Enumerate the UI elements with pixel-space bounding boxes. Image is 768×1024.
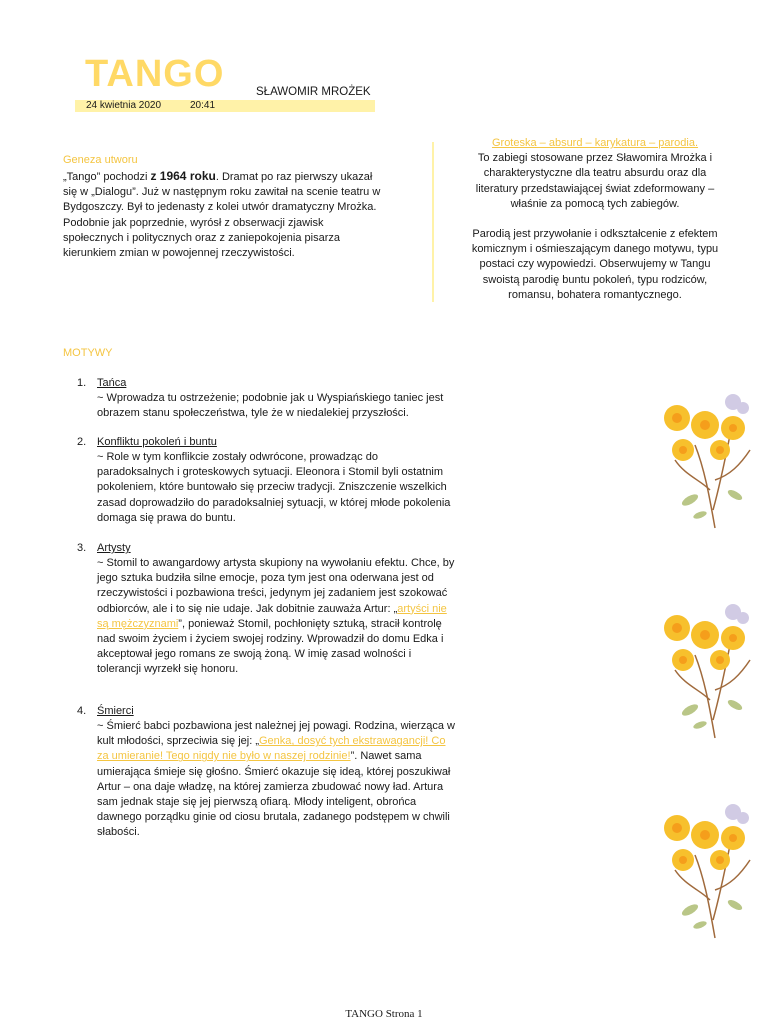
page-footer: TANGO Strona 1 bbox=[345, 1008, 423, 1020]
item-number: 4. bbox=[77, 705, 87, 717]
groteska-paragraph: To zabiegi stosowane przez Sławomira Mrożka i charakterystyczne dla teatru absurdu oraz dla literatury przedstawiającej świat zdeformowany – właśnie za pomocą tych zabiegów. bbox=[475, 152, 715, 210]
geneza-text-1: „Tango” pochodzi bbox=[63, 171, 151, 183]
groteska-heading: Groteska – absurd – karykatura – parodia. bbox=[491, 137, 699, 149]
item-title: Śmierci bbox=[97, 705, 134, 717]
item-number: 2. bbox=[77, 436, 87, 448]
column-divider bbox=[432, 142, 434, 302]
geneza-heading: Geneza utworu bbox=[63, 154, 138, 166]
geneza-text-2: . Dramat po raz pierwszy ukazał się w „Dialogu”. Już w następnym roku zawitał na scenie teatru w Bydgoszczy. Był to jedenasty z kolei utwór dramatyczny Mrożka. Podobnie jak poprzednie, wyrósł z obserwacji zjawisk społecznych i politycznych oraz z zaniepokojenia pisarza kierunkiem zmian w powojennej rzeczywistości. bbox=[63, 171, 381, 260]
item-number: 3. bbox=[77, 542, 87, 554]
flower-illustration-icon bbox=[655, 600, 760, 740]
item-number: 1. bbox=[77, 377, 87, 389]
item-title: Tańca bbox=[97, 377, 127, 389]
item-text-part: ~ Stomil to awangardowy artysta skupiony na wywołaniu efektu. Chce, by jego sztuka budziła silne emocje, poza tym jest ona oderwana jest od rzeczywistości i pozbawiona treści, jedynym jej zadaniem jest szokować odbiorców, ale i to się nie udaje. Jak dobitnie zauważa Artur: „ bbox=[97, 557, 455, 615]
date-text: 24 kwietnia 2020 bbox=[86, 100, 162, 111]
item-text-part: ~ Śmierć babci pozbawiona jest należnej jej powagi. Rodzina, wierząca w kult młodości, sprzeciwia się jej: „ bbox=[97, 720, 455, 748]
item-text bbox=[97, 556, 457, 678]
document-title: TANGO bbox=[85, 53, 225, 95]
quote-link: Genka, dosyć tych ekstrawagancji! Co za umieranie! Tego nigdy nie było w naszej rodzinie! bbox=[97, 735, 446, 763]
item-text: ~ Wprowadza tu ostrzeżenie; podobnie jak u Wyspiańskiego taniec jest obrazem stanu społeczeństwa, tyle że w niedalekiej przyszłości. bbox=[97, 392, 444, 420]
flower-illustration-icon bbox=[655, 390, 760, 530]
motywy-heading: MOTYWY bbox=[63, 347, 113, 359]
geneza-paragraph bbox=[63, 169, 383, 261]
right-column bbox=[470, 136, 720, 303]
item-title: Konfliktu pokoleń i buntu bbox=[97, 436, 217, 448]
geneza-year: z 1964 roku bbox=[150, 169, 216, 183]
flower-illustration-icon bbox=[655, 800, 760, 940]
time-text: 20:41 bbox=[190, 100, 216, 111]
item-text-part: ”. Nawet sama umierająca śmieje się głośno. Śmierć okazuje się ideą, której poszukiwał Artur – ona daje władzę, na której zamierza zbudować nowy ład. Artura sam jednak staje się jej pierwszą ofiarą. Młody inteligent, obrońca dawnego porządku ginie od ciosu brutala, zadanego podstępem w chwili słabości. bbox=[97, 750, 451, 839]
parodia-paragraph: Parodią jest przywołanie i odkształcenie z efektem komicznym i ośmieszającym danego motywu, typu postaci czy wypowiedzi. Obserwujemy w Tangu swoistą parodię buntu pokoleń, typu rodziców, romansu, bohatera romantycznego. bbox=[471, 228, 719, 301]
item-text bbox=[97, 719, 457, 841]
item-title: Artysty bbox=[97, 542, 131, 554]
quote-link: artyści nie są mężczyznami bbox=[97, 602, 447, 630]
item-text: ~ Role w tym konflikcie zostały odwrócone, prowadząc do paradoksalnych i groteskowych sytuacji. Eleonora i Stomil byli ostatnim pokoleniem, które buntowało się przeciw tradycji. Zniszczenie wszelkich zasad doprowadziło do paradoksalniej sytuacji, w której młode pokolenia domaga się prawa do buntu. bbox=[97, 451, 451, 524]
author-name: SŁAWOMIR MROŻEK bbox=[256, 86, 371, 98]
item-text-part: ”, ponieważ Stomil, pochłonięty sztuką, stracił kontrolę nad swoim życiem i życiem swojej rodziny. Wprowadził do domu Edka i akceptował jego romans ze swoją żoną. W imię zasad wolności i tolerancji wyrzekł się honoru. bbox=[97, 617, 444, 676]
